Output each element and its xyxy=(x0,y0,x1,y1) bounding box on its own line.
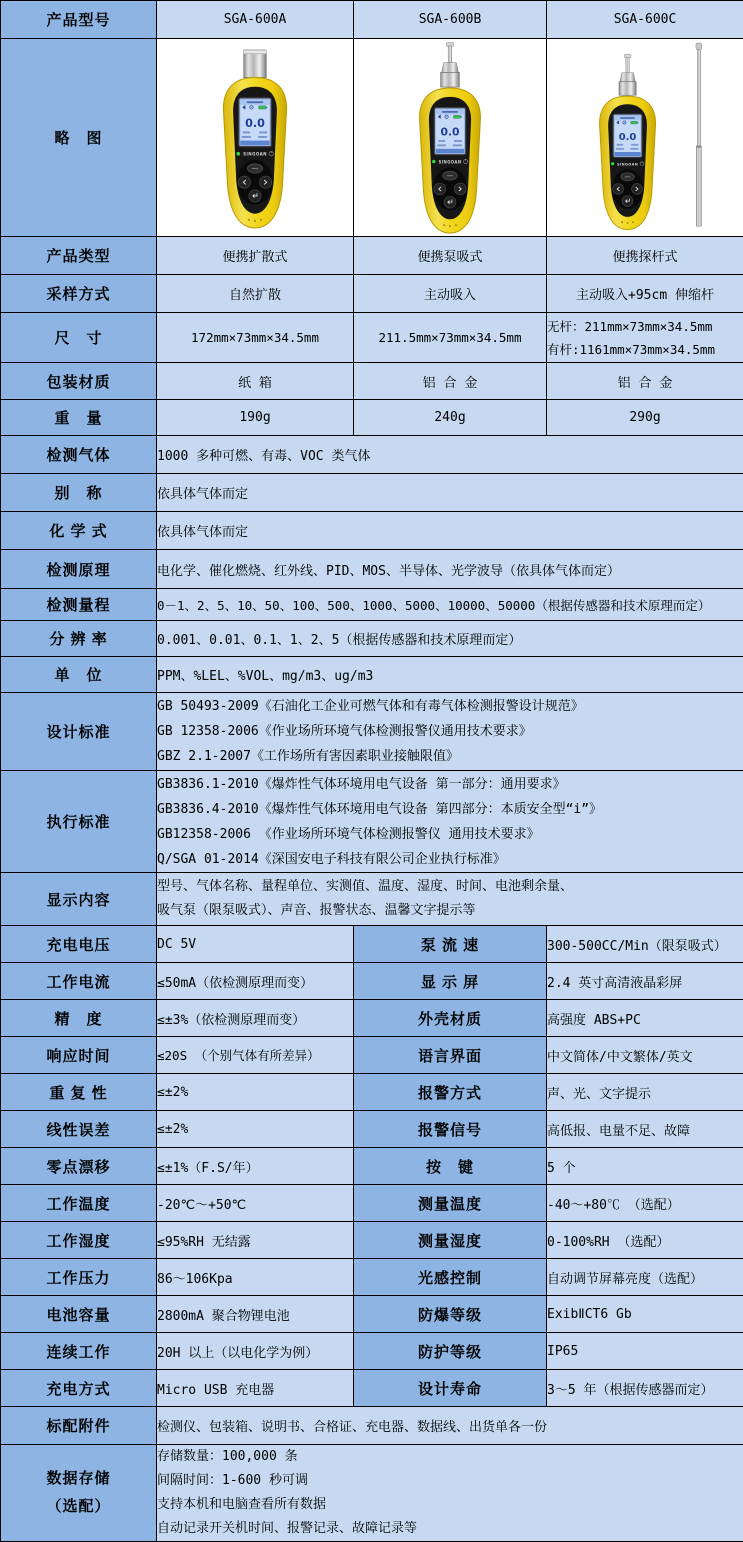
language-ui-value: 中文简体/中文繁体/英文 xyxy=(547,1037,743,1074)
detector-body xyxy=(223,78,286,228)
charge-voltage-value: DC 5V xyxy=(157,926,354,963)
charge-voltage-label: 充电电压 xyxy=(1,926,157,963)
sampling-method-a: 自然扩散 xyxy=(157,275,354,313)
row-chemical-formula xyxy=(1,512,743,550)
light-control-value: 自动调节屏幕亮度（选配） xyxy=(547,1259,743,1296)
resolution-label: 分 辨 率 xyxy=(1,621,157,657)
keys-value: 5 个 xyxy=(547,1148,743,1185)
row-charge-voltage-pump-flow xyxy=(1,926,743,963)
row-detect-principle xyxy=(1,550,743,589)
working-temp-label: 工作温度 xyxy=(1,1185,157,1222)
display-content-label: 显示内容 xyxy=(1,873,157,926)
pump-inlet xyxy=(441,72,460,87)
weight-b: 240g xyxy=(354,400,547,436)
chemical-formula-value: 依具体气体而定 xyxy=(157,512,743,550)
protection-grade-value: IP65 xyxy=(547,1333,743,1370)
design-standard-line: GB 12358-2006《作业场所环境气体检测报警仪通用技术要求》 xyxy=(157,724,532,739)
dimensions-label: 尺 寸 xyxy=(1,313,157,363)
packing-material-c: 铝 合 金 xyxy=(547,363,743,400)
row-working-pressure-light-control xyxy=(1,1259,743,1296)
unit-value: PPM、%LEL、%VOL、mg/m3、ug/m3 xyxy=(157,657,743,693)
display-screen-value: 2.4 英寸高清液晶彩屏 xyxy=(547,963,743,1000)
row-alias xyxy=(1,474,743,512)
design-standard-value xyxy=(157,693,743,771)
zero-drift-label: 零点漂移 xyxy=(1,1148,157,1185)
device-image-sga600b xyxy=(354,39,547,237)
packing-material-label: 包装材质 xyxy=(1,363,157,400)
data-storage-line: 间隔时间：1-600 秒可调 xyxy=(157,1473,308,1488)
detect-range-value: 0－1、2、5、10、50、100、500、1000、5000、10000、50000（根据传感器和技术原理而定） xyxy=(157,589,743,621)
packing-material-a: 纸 箱 xyxy=(157,363,354,400)
dimensions-a: 172mm×73mm×34.5mm xyxy=(157,313,354,363)
display-content-value xyxy=(157,873,743,926)
row-battery-explosion-proof xyxy=(1,1296,743,1333)
response-time-value: ≤20S （个别气体有所差异） xyxy=(157,1037,354,1074)
working-pressure-label: 工作压力 xyxy=(1,1259,157,1296)
design-standard-line: GBZ 2.1-2007《工作场所有害因素职业接触限值》 xyxy=(157,749,459,764)
dimensions-b: 211.5mm×73mm×34.5mm xyxy=(354,313,547,363)
linearity-error-value: ≤±2% xyxy=(157,1111,354,1148)
measure-temp-label: 测量温度 xyxy=(354,1185,547,1222)
design-life-value: 3～5 年（根据传感器而定） xyxy=(547,1370,743,1407)
response-time-label: 响应时间 xyxy=(1,1037,157,1074)
exec-standard-label: 执行标准 xyxy=(1,771,157,873)
measure-humidity-value: 0-100%RH （选配） xyxy=(547,1222,743,1259)
language-ui-label: 语言界面 xyxy=(354,1037,547,1074)
row-resolution xyxy=(1,621,743,657)
dimensions-c xyxy=(547,313,743,363)
row-data-storage xyxy=(1,1445,743,1542)
row-zero-drift-keys xyxy=(1,1148,743,1185)
detector-body xyxy=(600,96,656,229)
alarm-signal-value: 高低报、电量不足、故障 xyxy=(547,1111,743,1148)
row-display-content xyxy=(1,873,743,926)
data-storage-label-line: 数据存储 xyxy=(46,1470,111,1487)
product-type-a: 便携扩散式 xyxy=(157,237,354,275)
pump-flow-value: 300-500CC/Min（限泵吸式） xyxy=(547,926,743,963)
row-accessories xyxy=(1,1407,743,1445)
working-temp-value: -20℃～+50℃ xyxy=(157,1185,354,1222)
product-type-c: 便携探杆式 xyxy=(547,237,743,275)
working-pressure-value: 86～106Kpa xyxy=(157,1259,354,1296)
unit-label: 单 位 xyxy=(1,657,157,693)
working-current-value: ≤50mA（依检测原理而变） xyxy=(157,963,354,1000)
row-working-current-display-screen xyxy=(1,963,743,1000)
battery-capacity-label: 电池容量 xyxy=(1,1296,157,1333)
working-current-label: 工作电流 xyxy=(1,963,157,1000)
model-b: SGA-600B xyxy=(354,1,547,39)
device-image-sga600c xyxy=(547,39,743,237)
zero-drift-value: ≤±1%（F.S/年） xyxy=(157,1148,354,1185)
alias-label: 别 称 xyxy=(1,474,157,512)
alarm-mode-label: 报警方式 xyxy=(354,1074,547,1111)
detect-gas-label: 检测气体 xyxy=(1,436,157,474)
data-storage-line: 自动记录开关机时间、报警记录、故障记录等 xyxy=(157,1521,418,1536)
measure-humidity-label: 测量湿度 xyxy=(354,1222,547,1259)
continuous-work-value: 20H 以上（以电化学为例） xyxy=(157,1333,354,1370)
row-design-standard xyxy=(1,693,743,771)
exec-standard-line: GB3836.4-2010《爆炸性气体环境用电气设备 第四部分：本质安全型“i”》 xyxy=(157,801,603,817)
weight-c: 290g xyxy=(547,400,743,436)
sampling-method-b: 主动吸入 xyxy=(354,275,547,313)
row-response-time-language xyxy=(1,1037,743,1074)
detect-principle-label: 检测原理 xyxy=(1,550,157,589)
product-model-label: 产品型号 xyxy=(1,1,157,39)
telescopic-rod xyxy=(696,42,702,225)
data-storage-line: 支持本机和电脑查看所有数据 xyxy=(157,1497,327,1512)
weight-label: 重 量 xyxy=(1,400,157,436)
accessories-value: 检测仪、包装箱、说明书、合格证、充电器、数据线、出货单各一份 xyxy=(157,1407,743,1445)
product-type-label: 产品类型 xyxy=(1,237,157,275)
row-accuracy-shell-material xyxy=(1,1000,743,1037)
accuracy-label: 精 度 xyxy=(1,1000,157,1037)
accessories-label: 标配附件 xyxy=(1,1407,157,1445)
dimensions-c-with-rod: 有杆:1161mm×73mm×34.5mm xyxy=(547,341,715,357)
weight-a: 190g xyxy=(157,400,354,436)
display-content-line: 吸气泵（限泵吸式）、声音、报警状态、温馨文字提示等 xyxy=(157,903,476,918)
row-exec-standard xyxy=(1,771,743,873)
row-sampling-method xyxy=(1,275,743,313)
alarm-signal-label: 报警信号 xyxy=(354,1111,547,1148)
chemical-formula-label: 化 学 式 xyxy=(1,512,157,550)
explosion-proof-label: 防爆等级 xyxy=(354,1296,547,1333)
row-sketch xyxy=(1,39,743,237)
model-c: SGA-600C xyxy=(547,1,743,39)
sampling-method-label: 采样方式 xyxy=(1,275,157,313)
charge-mode-value: Micro USB 充电器 xyxy=(157,1370,354,1407)
shell-material-label: 外壳材质 xyxy=(354,1000,547,1037)
row-dimensions xyxy=(1,313,743,363)
alias-value: 依具体气体而定 xyxy=(157,474,743,512)
keys-label: 按 键 xyxy=(354,1148,547,1185)
packing-material-b: 铝 合 金 xyxy=(354,363,547,400)
linearity-error-label: 线性误差 xyxy=(1,1111,157,1148)
sketch-label: 略 图 xyxy=(1,39,157,237)
exec-standard-line: Q/SGA 01-2014《深国安电子科技有限公司企业执行标准》 xyxy=(157,851,506,867)
detect-range-label: 检测量程 xyxy=(1,589,157,621)
row-linearity-alarm-signal xyxy=(1,1111,743,1148)
row-detect-gas xyxy=(1,436,743,474)
accuracy-value: ≤±3%（依检测原理而变） xyxy=(157,1000,354,1037)
exec-standard-value xyxy=(157,771,743,873)
working-humidity-value: ≤95%RH 无结露 xyxy=(157,1222,354,1259)
design-standard-line: GB 50493-2009《石油化工企业可燃气体和有毒气体检测报警设计规范》 xyxy=(157,699,584,714)
pump-flow-label: 泵 流 速 xyxy=(354,926,547,963)
row-working-temp-measure-temp xyxy=(1,1185,743,1222)
row-detect-range xyxy=(1,589,743,621)
row-product-type xyxy=(1,237,743,275)
data-storage-label-line: （选配） xyxy=(46,1498,111,1515)
exec-standard-line: GB3836.1-2010《爆炸性气体环境用电气设备 第一部分：通用要求》 xyxy=(157,776,566,792)
row-unit xyxy=(1,657,743,693)
detect-principle-value: 电化学、催化燃烧、红外线、PID、MOS、半导体、光学波导（依具体气体而定） xyxy=(157,550,743,589)
detector-body xyxy=(420,88,481,233)
repeatability-label: 重 复 性 xyxy=(1,1074,157,1111)
row-product-model xyxy=(1,1,743,39)
charge-mode-label: 充电方式 xyxy=(1,1370,157,1407)
exec-standard-line: GB12358-2006 《作业场所环境气体检测报警仪 通用技术要求》 xyxy=(157,826,540,842)
measure-temp-value: -40～+80℃ （选配） xyxy=(547,1185,743,1222)
working-humidity-label: 工作湿度 xyxy=(1,1222,157,1259)
design-standard-label: 设计标准 xyxy=(1,693,157,771)
battery-capacity-value: 2800mA 聚合物锂电池 xyxy=(157,1296,354,1333)
row-repeatability-alarm-mode xyxy=(1,1074,743,1111)
row-working-humidity-measure-humidity xyxy=(1,1222,743,1259)
data-storage-value xyxy=(157,1445,743,1542)
row-weight xyxy=(1,400,743,436)
explosion-proof-value: ExibⅡCT6 Gb xyxy=(547,1296,743,1333)
dimensions-c-no-rod: 无杆：211mm×73mm×34.5mm xyxy=(547,318,713,334)
device-image-sga600a xyxy=(157,39,354,237)
shell-material-value: 高强度 ABS+PC xyxy=(547,1000,743,1037)
display-content-line: 型号、气体名称、量程单位、实测值、温度、湿度、时间、电池剩余量、 xyxy=(157,879,574,894)
alarm-mode-value: 声、光、文字提示 xyxy=(547,1074,743,1111)
product-type-b: 便携泵吸式 xyxy=(354,237,547,275)
light-control-label: 光感控制 xyxy=(354,1259,547,1296)
design-life-label: 设计寿命 xyxy=(354,1370,547,1407)
row-continuous-work-protection-grade xyxy=(1,1333,743,1370)
row-packing-material xyxy=(1,363,743,400)
data-storage-label xyxy=(1,1445,157,1542)
resolution-value: 0.001、0.01、0.1、1、2、5（根据传感器和技术原理而定） xyxy=(157,621,743,657)
model-a: SGA-600A xyxy=(157,1,354,39)
sensor-cap xyxy=(244,50,266,77)
sampling-method-c: 主动吸入+95cm 伸缩杆 xyxy=(547,275,743,313)
detect-gas-value: 1000 多种可燃、有毒、VOC 类气体 xyxy=(157,436,743,474)
data-storage-line: 存储数量：100,000 条 xyxy=(157,1449,298,1464)
repeatability-value: ≤±2% xyxy=(157,1074,354,1111)
probe-tube xyxy=(448,45,452,62)
protection-grade-label: 防护等级 xyxy=(354,1333,547,1370)
row-charge-mode-design-life xyxy=(1,1370,743,1407)
display-screen-label: 显 示 屏 xyxy=(354,963,547,1000)
continuous-work-label: 连续工作 xyxy=(1,1333,157,1370)
